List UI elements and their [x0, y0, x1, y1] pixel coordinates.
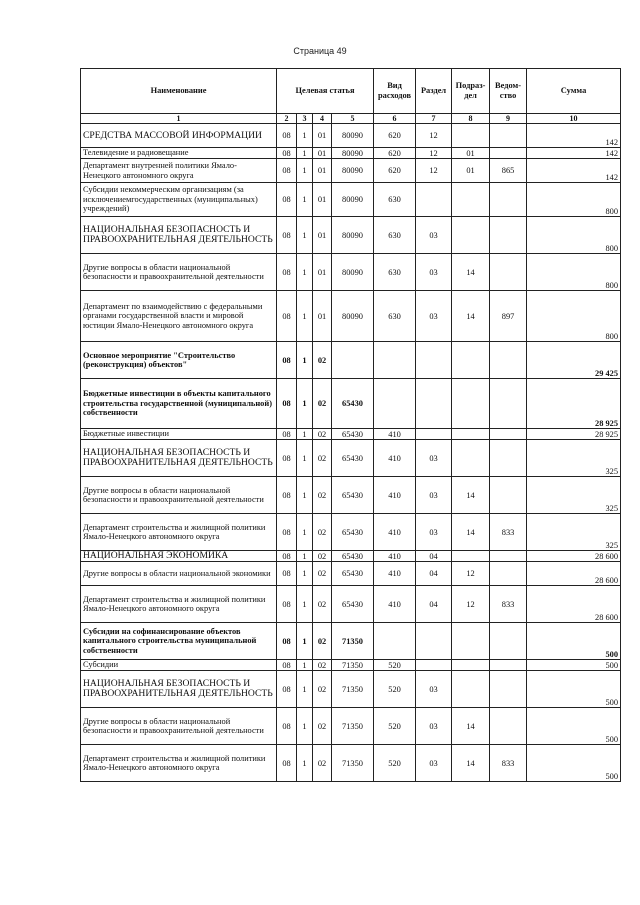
table-row [81, 514, 621, 551]
program-code: 08 [277, 562, 297, 586]
department-code [490, 623, 527, 660]
direction-code: 65430 [332, 477, 374, 514]
event-code: 01 [313, 217, 332, 254]
amount: 800 [527, 183, 621, 217]
table-row [81, 562, 621, 586]
subsection [452, 660, 490, 671]
table-row [81, 217, 621, 254]
subprogram-code: 1 [297, 124, 313, 148]
table-row [81, 429, 621, 440]
subsection: 01 [452, 148, 490, 159]
subsection: 14 [452, 708, 490, 745]
section [416, 623, 452, 660]
col-number: 10 [527, 114, 621, 124]
department-code [490, 183, 527, 217]
direction-code: 80090 [332, 124, 374, 148]
department-code [490, 217, 527, 254]
row-name: Департамент по взаимодействию с федеральными органами государственной власти и мировой юстиции Ямало-Ненецкого автономного округа [81, 291, 277, 342]
subprogram-code: 1 [297, 254, 313, 291]
section: 12 [416, 124, 452, 148]
department-code [490, 429, 527, 440]
col-number: 9 [490, 114, 527, 124]
expense-type: 630 [374, 183, 416, 217]
subprogram-code: 1 [297, 551, 313, 562]
event-code: 02 [313, 671, 332, 708]
amount: 142 [527, 124, 621, 148]
section: 04 [416, 586, 452, 623]
subprogram-code: 1 [297, 586, 313, 623]
department-code [490, 477, 527, 514]
event-code: 02 [313, 477, 332, 514]
table-row [81, 586, 621, 623]
direction-code: 65430 [332, 551, 374, 562]
table-row [81, 183, 621, 217]
section [416, 379, 452, 429]
subprogram-code: 1 [297, 440, 313, 477]
row-name: НАЦИОНАЛЬНАЯ БЕЗОПАСНОСТЬ И ПРАВООХРАНИТЕЛЬНАЯ ДЕЯТЕЛЬНОСТЬ [81, 217, 277, 254]
program-code: 08 [277, 159, 297, 183]
subprogram-code: 1 [297, 159, 313, 183]
expense-type: 520 [374, 671, 416, 708]
header-razdel: Раздел [416, 69, 452, 114]
amount: 500 [527, 623, 621, 660]
expense-type: 520 [374, 660, 416, 671]
row-name: НАЦИОНАЛЬНАЯ БЕЗОПАСНОСТЬ И ПРАВООХРАНИТЕЛЬНАЯ ДЕЯТЕЛЬНОСТЬ [81, 671, 277, 708]
department-code [490, 671, 527, 708]
event-code: 02 [313, 429, 332, 440]
expense-type: 520 [374, 745, 416, 782]
subsection: 14 [452, 291, 490, 342]
row-name: Департамент строительства и жилищной политики Ямало-Ненецкого автономного округа [81, 514, 277, 551]
row-name: НАЦИОНАЛЬНАЯ ЭКОНОМИКА [81, 551, 277, 562]
amount: 28 600 [527, 551, 621, 562]
amount: 500 [527, 708, 621, 745]
header-row [81, 69, 621, 114]
subsection [452, 379, 490, 429]
row-name: Основное мероприятие "Строительство (реконструкция) объектов" [81, 342, 277, 379]
event-code: 02 [313, 586, 332, 623]
expense-type: 410 [374, 551, 416, 562]
program-code: 08 [277, 586, 297, 623]
subsection [452, 671, 490, 708]
row-name: Департамент строительства и жилищной политики Ямало-Ненецкого автономного округа [81, 586, 277, 623]
subsection [452, 623, 490, 660]
subsection: 12 [452, 562, 490, 586]
department-code [490, 562, 527, 586]
amount: 325 [527, 440, 621, 477]
section [416, 183, 452, 217]
col-number: 8 [452, 114, 490, 124]
direction-code: 80090 [332, 217, 374, 254]
expense-type [374, 379, 416, 429]
table-row [81, 342, 621, 379]
section: 03 [416, 514, 452, 551]
table-row [81, 148, 621, 159]
expense-type: 520 [374, 708, 416, 745]
subprogram-code: 1 [297, 708, 313, 745]
table-row [81, 708, 621, 745]
subsection: 14 [452, 745, 490, 782]
expense-type: 620 [374, 159, 416, 183]
department-code [490, 708, 527, 745]
header-name: Наименование [81, 69, 277, 114]
program-code: 08 [277, 660, 297, 671]
section [416, 429, 452, 440]
expense-type: 410 [374, 514, 416, 551]
program-code: 08 [277, 745, 297, 782]
section: 12 [416, 148, 452, 159]
subprogram-code: 1 [297, 671, 313, 708]
event-code: 02 [313, 562, 332, 586]
section: 03 [416, 291, 452, 342]
col-number: 4 [313, 114, 332, 124]
subprogram-code: 1 [297, 514, 313, 551]
program-code: 08 [277, 291, 297, 342]
direction-code: 65430 [332, 562, 374, 586]
amount: 142 [527, 148, 621, 159]
subsection: 14 [452, 254, 490, 291]
row-name: Другие вопросы в области национальной безопасности и правоохранительной деятельности [81, 477, 277, 514]
subprogram-code: 1 [297, 183, 313, 217]
department-code [490, 124, 527, 148]
expense-type: 630 [374, 291, 416, 342]
section [416, 660, 452, 671]
program-code: 08 [277, 217, 297, 254]
row-name: Другие вопросы в области национальной экономики [81, 562, 277, 586]
direction-code: 71350 [332, 671, 374, 708]
direction-code: 71350 [332, 623, 374, 660]
subsection [452, 429, 490, 440]
subprogram-code: 1 [297, 429, 313, 440]
row-name: Департамент строительства и жилищной политики Ямало-Ненецкого автономного округа [81, 745, 277, 782]
amount: 142 [527, 159, 621, 183]
amount: 28 925 [527, 429, 621, 440]
amount: 29 425 [527, 342, 621, 379]
row-name: Субсидии на софинансирование объектов капитального строительства муниципальной собственности [81, 623, 277, 660]
section: 04 [416, 562, 452, 586]
table-row [81, 159, 621, 183]
subsection [452, 342, 490, 379]
program-code: 08 [277, 124, 297, 148]
section: 03 [416, 254, 452, 291]
expense-type: 410 [374, 440, 416, 477]
row-name: Другие вопросы в области национальной безопасности и правоохранительной деятельности [81, 254, 277, 291]
event-code: 01 [313, 148, 332, 159]
department-code [490, 551, 527, 562]
section: 03 [416, 440, 452, 477]
direction-code: 65430 [332, 514, 374, 551]
section: 04 [416, 551, 452, 562]
program-code: 08 [277, 708, 297, 745]
section: 03 [416, 671, 452, 708]
subprogram-code: 1 [297, 148, 313, 159]
section: 03 [416, 745, 452, 782]
header-vid: Вид расходов [374, 69, 416, 114]
direction-code [332, 342, 374, 379]
col-number: 6 [374, 114, 416, 124]
program-code: 08 [277, 623, 297, 660]
expense-type: 620 [374, 148, 416, 159]
row-name: Департамент внутренней политики Ямало-Ненецкого автономного округа [81, 159, 277, 183]
department-code [490, 660, 527, 671]
table-row [81, 124, 621, 148]
col-number: 5 [332, 114, 374, 124]
subsection [452, 217, 490, 254]
department-code [490, 342, 527, 379]
expense-type: 410 [374, 477, 416, 514]
amount: 28 600 [527, 562, 621, 586]
department-code [490, 440, 527, 477]
subprogram-code: 1 [297, 342, 313, 379]
department-code: 865 [490, 159, 527, 183]
program-code: 08 [277, 254, 297, 291]
amount: 800 [527, 254, 621, 291]
amount: 325 [527, 514, 621, 551]
direction-code: 65430 [332, 586, 374, 623]
subprogram-code: 1 [297, 623, 313, 660]
subprogram-code: 1 [297, 379, 313, 429]
direction-code: 65430 [332, 379, 374, 429]
department-code [490, 379, 527, 429]
department-code: 833 [490, 514, 527, 551]
table-row [81, 477, 621, 514]
page-label: Страница 49 [293, 46, 347, 56]
expense-type: 410 [374, 429, 416, 440]
event-code: 02 [313, 745, 332, 782]
subsection: 14 [452, 477, 490, 514]
program-code: 08 [277, 440, 297, 477]
event-code: 01 [313, 254, 332, 291]
program-code: 08 [277, 379, 297, 429]
direction-code: 65430 [332, 440, 374, 477]
direction-code: 71350 [332, 745, 374, 782]
table-row [81, 254, 621, 291]
program-code: 08 [277, 551, 297, 562]
department-code: 897 [490, 291, 527, 342]
amount: 500 [527, 660, 621, 671]
event-code: 02 [313, 708, 332, 745]
row-name: Другие вопросы в области национальной безопасности и правоохранительной деятельности [81, 708, 277, 745]
expense-type: 410 [374, 586, 416, 623]
subprogram-code: 1 [297, 745, 313, 782]
amount: 800 [527, 217, 621, 254]
subsection [452, 183, 490, 217]
direction-code: 80090 [332, 291, 374, 342]
header-target: Целевая статья [277, 69, 374, 114]
event-code: 01 [313, 183, 332, 217]
event-code: 02 [313, 623, 332, 660]
department-code [490, 254, 527, 291]
table-row [81, 671, 621, 708]
subsection [452, 551, 490, 562]
row-name: НАЦИОНАЛЬНАЯ БЕЗОПАСНОСТЬ И ПРАВООХРАНИТЕЛЬНАЯ ДЕЯТЕЛЬНОСТЬ [81, 440, 277, 477]
table-body [81, 124, 621, 782]
col-number: 2 [277, 114, 297, 124]
direction-code: 71350 [332, 660, 374, 671]
row-name: Бюджетные инвестиции в объекты капитального строительства государственной (муниципальной) собственности [81, 379, 277, 429]
event-code: 01 [313, 159, 332, 183]
col-number: 7 [416, 114, 452, 124]
amount: 325 [527, 477, 621, 514]
section: 03 [416, 477, 452, 514]
department-code [490, 148, 527, 159]
column-number-row [81, 114, 621, 124]
program-code: 08 [277, 148, 297, 159]
row-name: Субсидии некоммерческим организациям (за исключениемгосударственных (муниципальных) учреждений) [81, 183, 277, 217]
subprogram-code: 1 [297, 562, 313, 586]
amount: 500 [527, 671, 621, 708]
table-row [81, 745, 621, 782]
subsection: 14 [452, 514, 490, 551]
subprogram-code: 1 [297, 477, 313, 514]
subsection: 01 [452, 159, 490, 183]
direction-code: 80090 [332, 148, 374, 159]
section [416, 342, 452, 379]
direction-code: 80090 [332, 159, 374, 183]
header-summa: Сумма [527, 69, 621, 114]
col-number: 3 [297, 114, 313, 124]
program-code: 08 [277, 477, 297, 514]
subsection: 12 [452, 586, 490, 623]
table-row [81, 623, 621, 660]
event-code: 02 [313, 379, 332, 429]
subsection [452, 440, 490, 477]
program-code: 08 [277, 429, 297, 440]
department-code: 833 [490, 586, 527, 623]
event-code: 02 [313, 440, 332, 477]
section: 12 [416, 159, 452, 183]
table-row [81, 291, 621, 342]
amount: 800 [527, 291, 621, 342]
header-vedomstvo: Ведом-ство [490, 69, 527, 114]
subsection [452, 124, 490, 148]
amount: 500 [527, 745, 621, 782]
event-code: 01 [313, 124, 332, 148]
event-code: 02 [313, 551, 332, 562]
table-row [81, 551, 621, 562]
row-name: Бюджетные инвестиции [81, 429, 277, 440]
amount: 28 925 [527, 379, 621, 429]
expense-type [374, 623, 416, 660]
subprogram-code: 1 [297, 291, 313, 342]
table-row [81, 440, 621, 477]
subprogram-code: 1 [297, 217, 313, 254]
expense-type: 630 [374, 217, 416, 254]
table-row [81, 660, 621, 671]
header-podrazdel: Подраз-дел [452, 69, 490, 114]
subprogram-code: 1 [297, 660, 313, 671]
event-code: 02 [313, 514, 332, 551]
row-name: Телевидение и радиовещание [81, 148, 277, 159]
col-number: 1 [81, 114, 277, 124]
expense-type: 630 [374, 254, 416, 291]
expense-type: 620 [374, 124, 416, 148]
program-code: 08 [277, 183, 297, 217]
direction-code: 65430 [332, 429, 374, 440]
row-name: СРЕДСТВА МАССОВОЙ ИНФОРМАЦИИ [81, 124, 277, 148]
section: 03 [416, 217, 452, 254]
program-code: 08 [277, 514, 297, 551]
direction-code: 71350 [332, 708, 374, 745]
direction-code: 80090 [332, 183, 374, 217]
expense-type [374, 342, 416, 379]
expense-type: 410 [374, 562, 416, 586]
direction-code: 80090 [332, 254, 374, 291]
department-code: 833 [490, 745, 527, 782]
section: 03 [416, 708, 452, 745]
program-code: 08 [277, 671, 297, 708]
amount: 28 600 [527, 586, 621, 623]
budget-table [80, 68, 621, 782]
event-code: 01 [313, 291, 332, 342]
event-code: 02 [313, 342, 332, 379]
program-code: 08 [277, 342, 297, 379]
row-name: Субсидии [81, 660, 277, 671]
event-code: 02 [313, 660, 332, 671]
table-row [81, 379, 621, 429]
